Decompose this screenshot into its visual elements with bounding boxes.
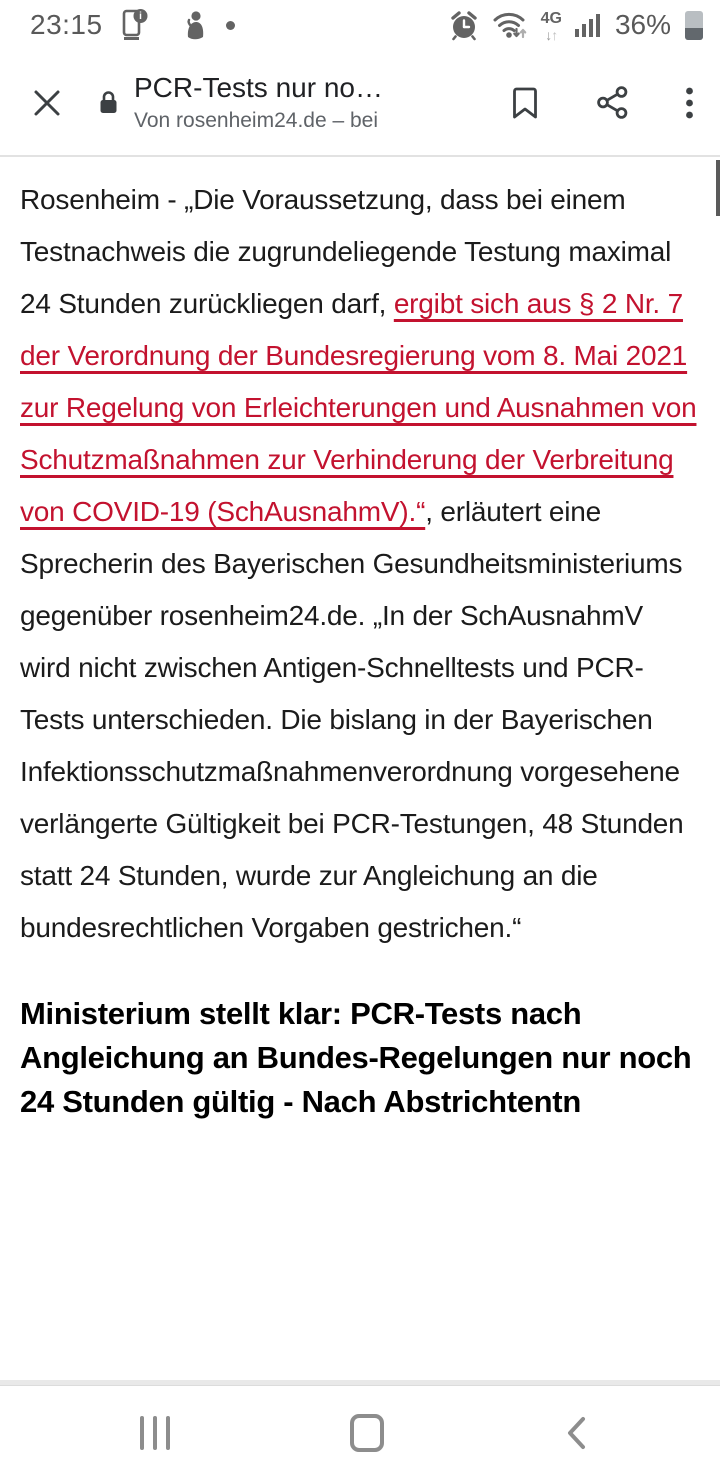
network-4g-icon: 4G ↓↑ [540,9,562,43]
signal-strength-icon [575,11,602,39]
notification-dot [226,21,235,30]
battery-percent: 36% [614,9,671,40]
overflow-menu-button[interactable] [685,86,694,120]
close-icon [30,86,64,120]
share-button[interactable] [596,85,629,120]
phone-notification-icon [121,8,148,42]
article-content [0,159,720,1124]
android-nav-bar [0,1386,720,1480]
recents-button[interactable] [140,1416,170,1450]
battery-icon [684,9,704,41]
clock-time: 23:15 [30,9,103,40]
bookmark-button[interactable] [510,84,540,122]
home-button[interactable] [350,1414,384,1452]
recents-icon [140,1416,170,1450]
page-title-group [98,70,498,134]
regulation-link[interactable]: ergibt sich aus § 2 Nr. 7 der Verordnung der Bundesregierung vom 8. Mai 2021 zur Regelung von Erleichterungen und Ausnahmen von Schutzmaßnahmen zur Verhinderung der Verbreitung von COVID-19 (SchAusnahmV).“ [20,288,697,527]
paragraph-text-after-link: , erläutert eine Sprecherin des Bayerischen Gesundheitsministeriums gegenüber rosenheim24.de. „In der SchAusnahmV wird nicht zwischen Antigen-Schnelltests und PCR-Tests unterschieden. Die bislang in der Bayerischen Infektionsschutzmaßnahmenverordnung vorgesehene verlängerte Gültigkeit bei PCR-Testungen, 48 Stunden statt 24 Stunden, wurde zur Angleichung an die bundesrechtlichen Vorgaben gestrichen.“ [20,496,684,943]
article-paragraph [20,174,700,954]
home-icon [350,1414,384,1452]
browser-toolbar [0,50,720,157]
close-button[interactable] [30,86,64,120]
article-subheading: Ministerium stellt klar: PCR-Tests nach Angleichung an Bundes-Regelungen nur noch 24 Stunden gültig - Nach Abstrichtentn [20,996,692,1119]
page-title: PCR-Tests nur no… [134,72,383,104]
scrollbar-thumb[interactable] [716,160,720,216]
bookmark-icon [510,84,540,122]
share-icon [596,85,629,120]
paragraph-text-before-link: Rosenheim - „Die Voraussetzung, dass bei einem Testnachweis die zugrundeliegende Testung maximal 24 Stunden zurückliegen darf, [20,184,672,319]
back-icon [564,1415,588,1451]
back-button[interactable] [564,1415,588,1451]
wifi-icon [492,9,528,41]
page-subtitle: Von rosenheim24.de – bei [134,109,379,133]
alarm-icon [449,10,479,41]
svg-text:i: i [138,11,142,23]
person-notification-icon [182,10,208,40]
overflow-menu-icon [685,86,694,120]
status-bar [0,0,720,50]
lock-icon [98,89,119,116]
